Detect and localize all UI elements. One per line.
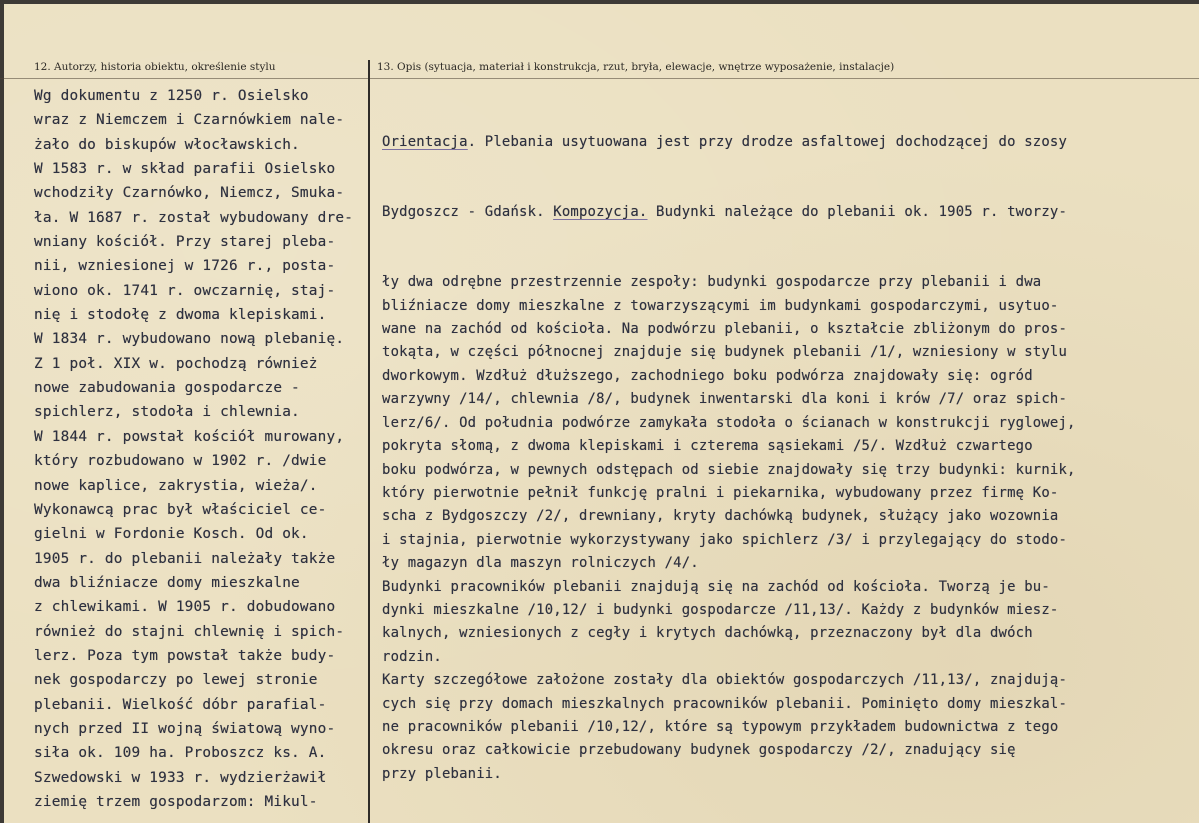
history-line: nii, wzniesionej w 1726 r., posta- <box>34 258 336 275</box>
description-line: dynki mieszkalne /10,12/ i budynki gospodarcze /11,13/. Każdy z budynków miesz- <box>382 601 1059 618</box>
history-line: nowe kaplice, zakrystia, wieża/. <box>34 477 318 494</box>
section-12-header: 12. Autorzy, historia obiektu, określenie stylu <box>34 61 276 73</box>
description-line: wane na zachód od kościoła. Na podwórzu plebanii, o kształcie zbliżonym do pros- <box>382 321 1068 338</box>
history-line: ziemię trzem gospodarzom: Mikul- <box>34 793 318 810</box>
history-line: Wg dokumentu z 1250 r. Osielsko <box>34 88 309 104</box>
history-line: Szwedowski w 1933 r. wydzierżawił <box>34 769 327 786</box>
description-line: Orientacja. Plebania usytuowana jest przy drodze asfaltowej dochodzącej do szosy <box>382 133 1068 150</box>
description-line: rodzin. <box>382 648 442 665</box>
description-line: ły magazyn dla maszyn rolniczych /4/. <box>382 555 699 572</box>
description-line: przy plebanii. <box>382 765 502 782</box>
history-line: wraz z Niemczem i Czarnówkiem nale- <box>34 112 345 129</box>
section-13-header: 13. Opis (sytuacja, materiał i konstrukcja, rzut, bryła, elewacje, wnętrze wyposażenie, instalacje) <box>377 61 895 73</box>
header-rule <box>0 78 1199 79</box>
kompozycja-heading: Kompozycja. <box>553 204 648 221</box>
history-line: W 1583 r. w skład parafii Osielsko <box>34 161 336 178</box>
history-line: wniany kościół. Przy starej pleba- <box>34 234 336 251</box>
description-line: ne pracowników plebanii /10,12/, które są typowym przykładem budownictwa z tego <box>382 718 1059 735</box>
description-line: Bydgoszcz - Gdańsk. Kompozycja. Budynki należące do plebanii ok. 1905 r. tworzy- <box>382 204 1068 221</box>
history-line: W 1834 r. wybudowano nową plebanię. <box>34 331 345 348</box>
description-line: boku podwórza, w pewnych odstępach od siebie znajdowały się trzy budynki: kurnik, <box>382 461 1076 478</box>
history-line: spichlerz, stodoła i chlewnia. <box>34 404 300 421</box>
history-line: również do stajni chlewnię i spich- <box>34 623 345 640</box>
orientacja-heading: Orientacja <box>382 133 468 150</box>
history-line: nek gospodarczy po lewej stronie <box>34 672 318 689</box>
description-line: ły dwa odrębne przestrzennie zespoły: budynki gospodarcze przy plebanii i dwa <box>382 274 1042 291</box>
history-text <box>34 84 353 814</box>
description-line: okresu oraz całkowicie przebudowany budynek gospodarczy /2/, znadujący się <box>382 742 1016 759</box>
left-border <box>0 0 4 823</box>
history-line: nych przed II wojną światową wyno- <box>34 720 336 737</box>
history-line: Wykonawcą prac był właściciel ce- <box>34 501 327 518</box>
history-line: W 1844 r. powstał kościół murowany, <box>34 428 345 445</box>
description-line: cych się przy domach mieszkalnych pracowników plebanii. Pominięto domy mieszkal- <box>382 695 1068 712</box>
description-line: tokąta, w części północnej znajduje się budynek plebanii /1/, wzniesiony w stylu <box>382 344 1068 361</box>
description-line: kalnych, wzniesionych z cegły i krytych dachówką, przeznaczony był dla dwóch <box>382 625 1033 642</box>
column-divider <box>368 60 370 823</box>
history-line: nowe zabudowania gospodarcze - <box>34 380 300 397</box>
top-border <box>0 0 1199 4</box>
description-line: który pierwotnie pełnił funkcję pralni i piekarnika, wybudowany przez firmę Ko- <box>382 484 1059 501</box>
description-line: Budynki pracowników plebanii znajdują się na zachód od kościoła. Tworzą je bu- <box>382 578 1050 595</box>
history-line: dwa bliźniacze domy mieszkalne <box>34 574 300 591</box>
history-line: żało do biskupów włocławskich. <box>34 136 300 153</box>
description-line: i stajnia, pierwotnie wykorzystywany jako spichlerz /3/ i przylegający do stodo- <box>382 531 1068 548</box>
history-line: z chlewikami. W 1905 r. dobudowano <box>34 599 336 616</box>
history-line: wchodziły Czarnówko, Niemcz, Smuka- <box>34 185 345 202</box>
history-line: lerz. Poza tym powstał także budy- <box>34 647 336 664</box>
history-line: siła ok. 109 ha. Proboszcz ks. A. <box>34 745 327 762</box>
history-line: 1905 r. do plebanii należały także <box>34 550 336 567</box>
history-line: gielni w Fordonie Kosch. Od ok. <box>34 526 309 543</box>
history-line: plebanii. Wielkość dóbr parafial- <box>34 696 327 713</box>
description-line: bliźniacze domy mieszkalne z towarzyszącymi im budynkami gospodarczymi, usytuo- <box>382 297 1059 314</box>
description-line: warzywny /14/, chlewnia /8/, budynek inwentarski dla koni i krów /7/ oraz spich- <box>382 391 1068 408</box>
description-line: pokryta słomą, z dwoma klepiskami i czterema sąsiekami /5/. Wzdłuż czwartego <box>382 438 1033 455</box>
description-line: Karty szczegółowe założone zostały dla obiektów gospodarczych /11,13/, znajdują- <box>382 672 1068 689</box>
history-line: nię i stodołę z dwoma klepiskami. <box>34 307 327 324</box>
history-line: Z 1 poł. XIX w. pochodzą również <box>34 355 318 372</box>
history-line: ła. W 1687 r. został wybudowany dre- <box>34 209 354 226</box>
description-text <box>382 84 1076 786</box>
description-line: scha z Bydgoszczy /2/, drewniany, kryty dachówką budynek, służący jako wozownia <box>382 508 1059 525</box>
description-line: lerz/6/. Od południa podwórze zamykała stodoła o ścianach w konstrukcji ryglowej, <box>382 414 1076 431</box>
history-line: który rozbudowano w 1902 r. /dwie <box>34 453 327 470</box>
history-line: wiono ok. 1741 r. owczarnię, staj- <box>34 282 336 299</box>
description-line: dworkowym. Wzdłuż dłuższego, zachodniego boku podwórza znajdowały się: ogród <box>382 367 1033 384</box>
